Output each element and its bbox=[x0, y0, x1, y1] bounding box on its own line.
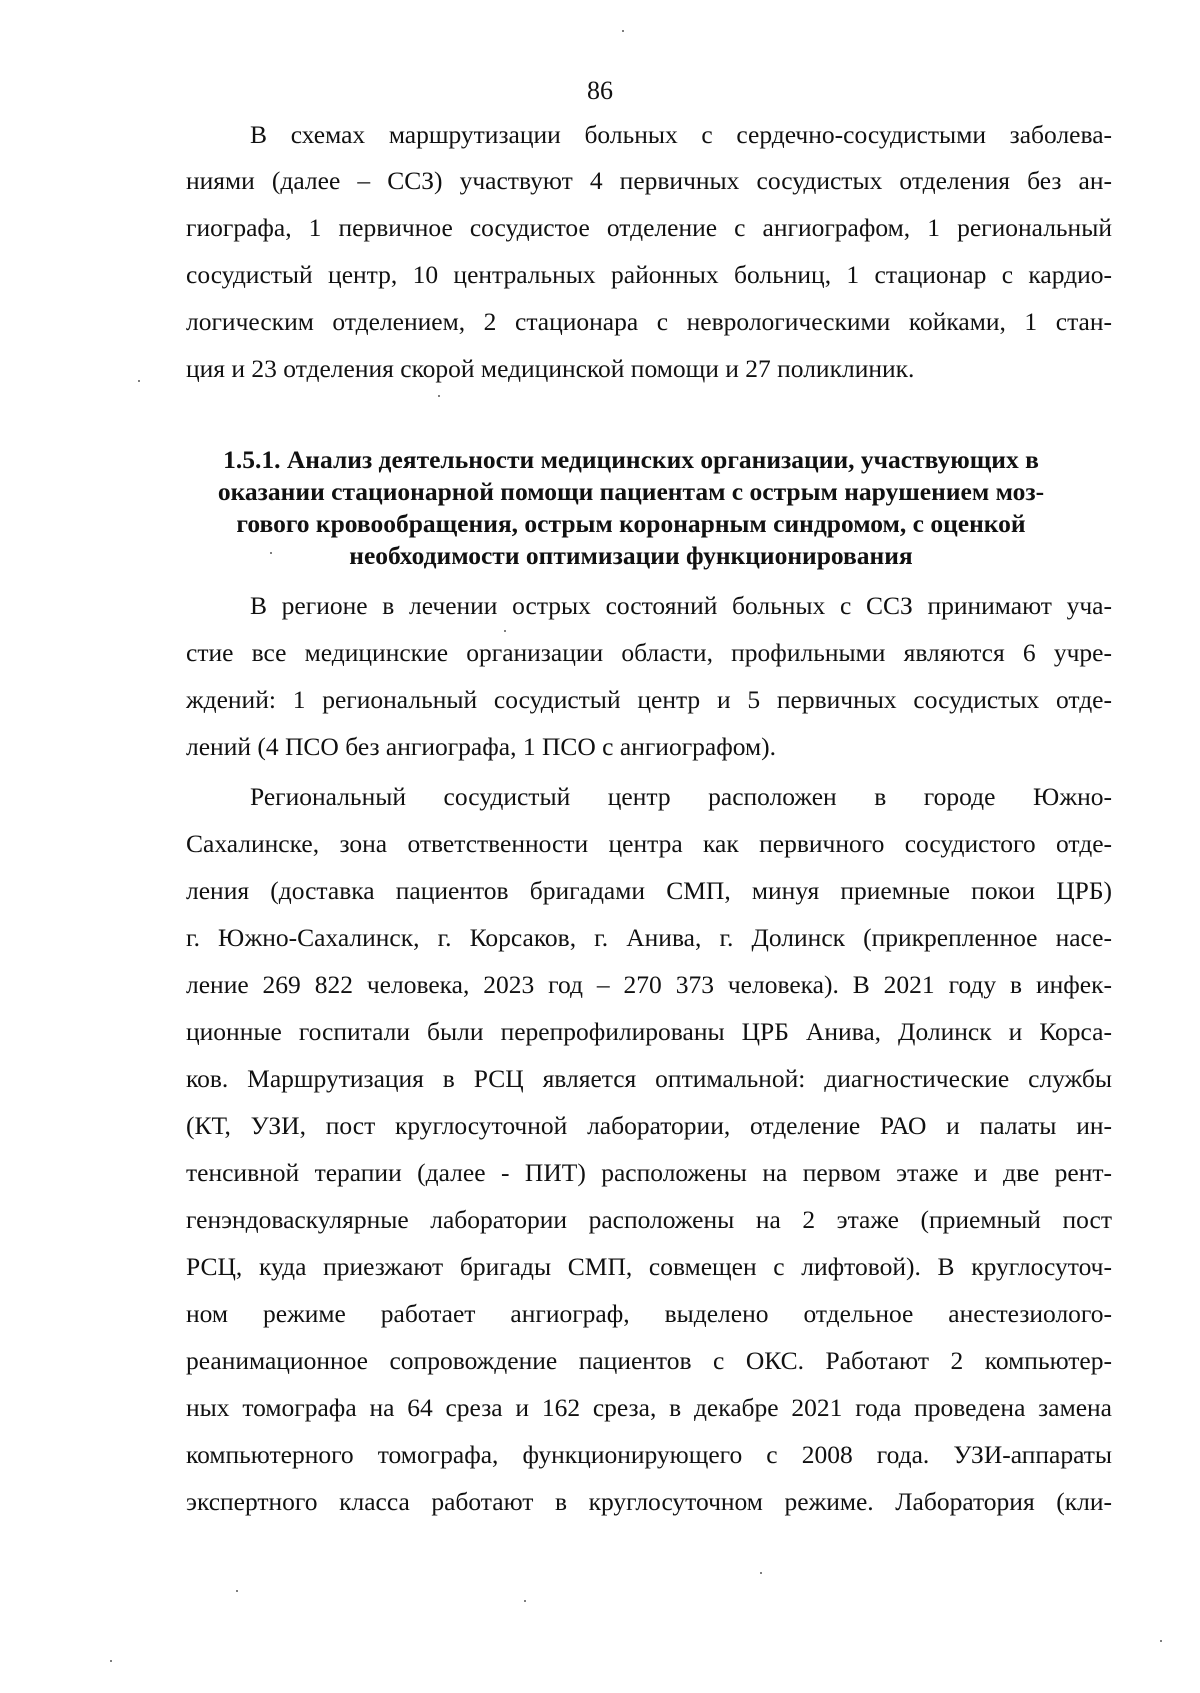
text-line: В регионе в лечении острых состояний больных с ССЗ принимают уча- bbox=[250, 591, 1112, 620]
scan-speck bbox=[622, 30, 624, 32]
heading-line: оказании стационарной помощи пациентам с острым нарушением моз- bbox=[217, 477, 1045, 506]
text-line: генэндоваскулярные лаборатории расположены на 2 этаже (приемный пост bbox=[186, 1205, 1112, 1234]
text-line: ция и 23 отделения скорой медицинской помощи и 27 поликлиник. bbox=[186, 354, 915, 383]
text-line: ление 269 822 человека, 2023 год – 270 373 человека). В 2021 году в инфек- bbox=[186, 970, 1112, 999]
text-line: тенсивной терапии (далее - ПИТ) расположены на первом этаже и две рент- bbox=[186, 1158, 1112, 1187]
heading-line: гового кровообращения, острым коронарным синдромом, с оценкой bbox=[236, 509, 1026, 538]
scan-speck bbox=[760, 1572, 762, 1574]
text-line: ниями (далее – ССЗ) участвуют 4 первичных сосудистых отделения без ан- bbox=[186, 166, 1112, 195]
text-line: компьютерного томографа, функционирующего с 2008 года. УЗИ-аппараты bbox=[186, 1440, 1112, 1469]
heading-line: необходимости оптимизации функционирования bbox=[349, 541, 913, 570]
text-line: ционные госпитали были перепрофилированы ЦРБ Анива, Долинск и Корса- bbox=[186, 1017, 1112, 1046]
scan-speck bbox=[270, 552, 272, 554]
text-line: ления (доставка пациентов бригадами СМП, минуя приемные покои ЦРБ) bbox=[186, 876, 1112, 905]
scan-speck bbox=[524, 1600, 526, 1602]
text-line: экспертного класса работают в круглосуточном режиме. Лаборатория (кли- bbox=[186, 1487, 1112, 1516]
text-line: гиографа, 1 первичное сосудистое отделение с ангиографом, 1 региональный bbox=[186, 213, 1112, 242]
text-line: В схемах маршрутизации больных с сердечно-сосудистыми заболева- bbox=[250, 120, 1112, 149]
scan-speck bbox=[504, 630, 506, 632]
text-line: лений (4 ПСО без ангиографа, 1 ПСО с ангиографом). bbox=[186, 732, 777, 761]
text-line: ном режиме работает ангиограф, выделено отдельное анестезиолого- bbox=[186, 1299, 1112, 1328]
text-line: ков. Маршрутизация в РСЦ является оптимальной: диагностические службы bbox=[186, 1064, 1112, 1093]
text-line: логическим отделением, 2 стационара с неврологическими койками, 1 стан- bbox=[186, 307, 1112, 336]
text-line: ных томографа на 64 среза и 162 среза, в декабре 2021 года проведена замена bbox=[186, 1393, 1112, 1422]
text-line: сосудистый центр, 10 центральных районных больниц, 1 стационар с кардио- bbox=[186, 260, 1112, 289]
page-number: 86 bbox=[587, 76, 613, 105]
text-line: РСЦ, куда приезжают бригады СМП, совмещен с лифтовой). В круглосуточ- bbox=[186, 1252, 1112, 1281]
text-line: стие все медицинские организации области, профильными являются 6 учре- bbox=[186, 638, 1112, 667]
text-line: Региональный сосудистый центр расположен в городе Южно- bbox=[250, 782, 1112, 811]
scan-speck bbox=[1160, 1640, 1162, 1642]
text-line: (КТ, УЗИ, пост круглосуточной лаборатории, отделение РАО и палаты ин- bbox=[186, 1111, 1112, 1140]
scan-speck bbox=[110, 1660, 112, 1662]
scan-speck bbox=[138, 380, 140, 382]
scan-speck bbox=[438, 395, 440, 397]
text-line: ждений: 1 региональный сосудистый центр и 5 первичных сосудистых отде- bbox=[186, 685, 1112, 714]
text-line: г. Южно-Сахалинск, г. Корсаков, г. Анива, г. Долинск (прикрепленное насе- bbox=[186, 923, 1112, 952]
text-line: реанимационное сопровождение пациентов с ОКС. Работают 2 компьютер- bbox=[186, 1346, 1112, 1375]
text-line: Сахалинске, зона ответственности центра как первичного сосудистого отде- bbox=[186, 829, 1112, 858]
scan-speck bbox=[236, 1590, 238, 1592]
heading-line: 1.5.1. Анализ деятельности медицинских организации, участвующих в bbox=[223, 445, 1039, 474]
